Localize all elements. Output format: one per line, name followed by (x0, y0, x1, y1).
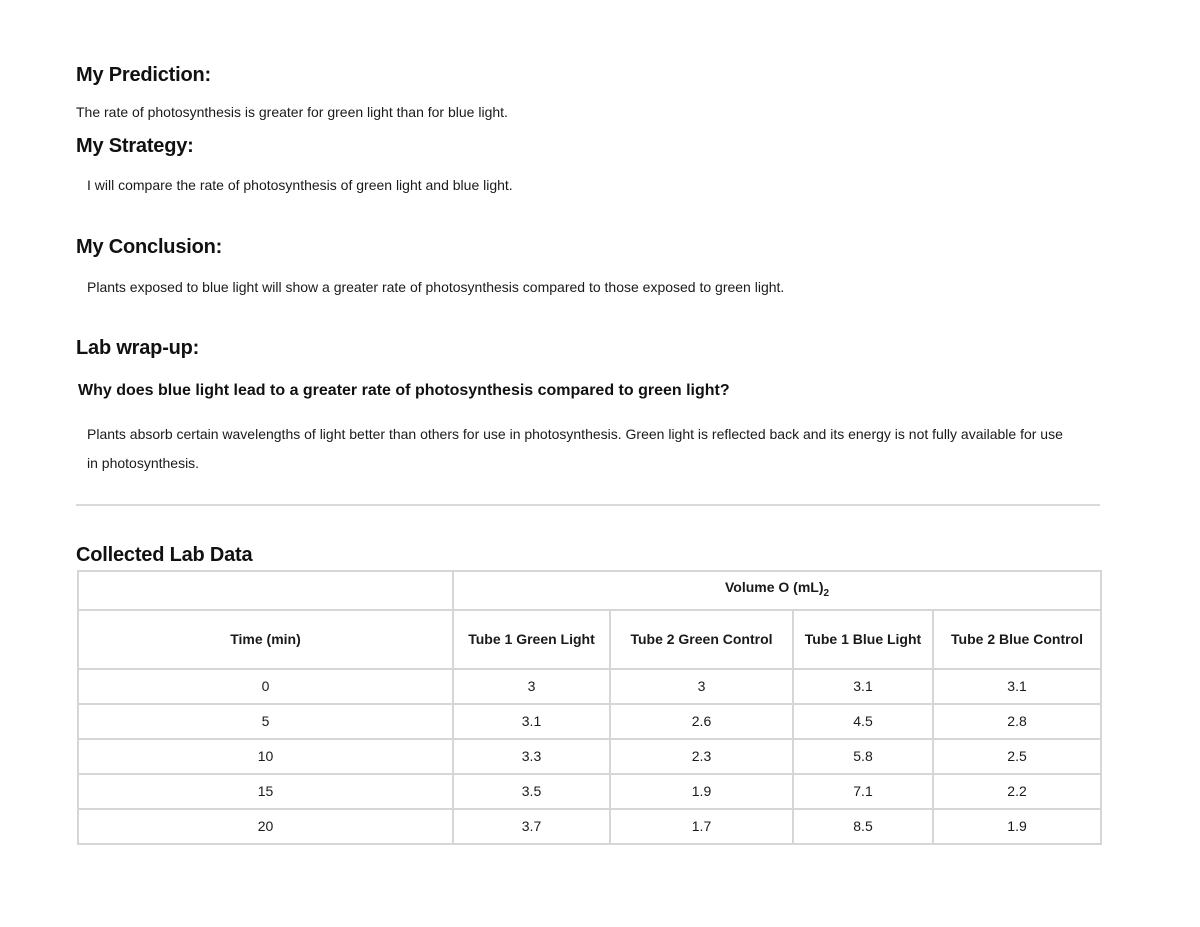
strategy-heading: My Strategy: (76, 135, 194, 157)
column-header-tube1-green: Tube 1 Green Light (453, 610, 610, 669)
volume-group-subscript: 2 (823, 587, 830, 599)
table-cell: 20 (78, 809, 453, 844)
wrapup-answer-line-2: in photosynthesis. (87, 455, 200, 471)
table-cell: 2.2 (933, 774, 1101, 809)
table-cell: 3.1 (793, 669, 933, 704)
table-group-header-row (78, 571, 1101, 610)
table-cell: 0 (78, 669, 453, 704)
column-header-tube1-blue: Tube 1 Blue Light (793, 610, 933, 669)
table-corner-cell (78, 571, 453, 610)
table-column-header-row (78, 610, 1101, 669)
table-row (78, 774, 1101, 809)
lab-data-heading: Collected Lab Data (76, 544, 253, 566)
table-cell: 2.8 (933, 704, 1101, 739)
table-cell: 3.1 (453, 704, 610, 739)
wrapup-question: Why does blue light lead to a greater rate of photosynthesis compared to green light? (78, 382, 730, 399)
conclusion-text: Plants exposed to blue light will show a greater rate of photosynthesis compared to those exposed to green light. (87, 279, 785, 295)
conclusion-heading: My Conclusion: (76, 236, 223, 258)
table-cell: 7.1 (793, 774, 933, 809)
prediction-heading: My Prediction: (76, 64, 211, 86)
table-cell: 5.8 (793, 739, 933, 774)
table-row (78, 809, 1101, 844)
table-cell: 3.1 (933, 669, 1101, 704)
column-header-time: Time (min) (78, 610, 453, 669)
table-cell: 5 (78, 704, 453, 739)
section-divider (76, 504, 1100, 506)
table-row (78, 704, 1101, 739)
table-cell: 2.6 (610, 704, 793, 739)
volume-group-header (453, 571, 1101, 610)
table-row (78, 739, 1101, 774)
table-cell: 1.7 (610, 809, 793, 844)
table-cell: 4.5 (793, 704, 933, 739)
table-cell: 3.3 (453, 739, 610, 774)
table-cell: 3.7 (453, 809, 610, 844)
lab-data-table (77, 570, 1102, 845)
table-cell: 2.5 (933, 739, 1101, 774)
table-cell: 3 (610, 669, 793, 704)
volume-group-label: Volume O (mL) (724, 579, 824, 596)
strategy-text: I will compare the rate of photosynthesis of green light and blue light. (87, 177, 513, 193)
table-row (78, 669, 1101, 704)
table-cell: 1.9 (610, 774, 793, 809)
wrapup-heading: Lab wrap-up: (76, 337, 200, 359)
wrapup-answer-line-1: Plants absorb certain wavelengths of light better than others for use in photosynthesis. Green light is reflected back and its energy is not fully available for use (87, 426, 1063, 442)
table-cell: 8.5 (793, 809, 933, 844)
table-cell: 3 (453, 669, 610, 704)
table-cell: 2.3 (610, 739, 793, 774)
table-cell: 3.5 (453, 774, 610, 809)
column-header-tube2-blue: Tube 2 Blue Control (933, 610, 1101, 669)
table-cell: 10 (78, 739, 453, 774)
table-cell: 15 (78, 774, 453, 809)
table-cell: 1.9 (933, 809, 1101, 844)
column-header-tube2-green: Tube 2 Green Control (610, 610, 793, 669)
prediction-text: The rate of photosynthesis is greater for green light than for blue light. (76, 104, 508, 120)
